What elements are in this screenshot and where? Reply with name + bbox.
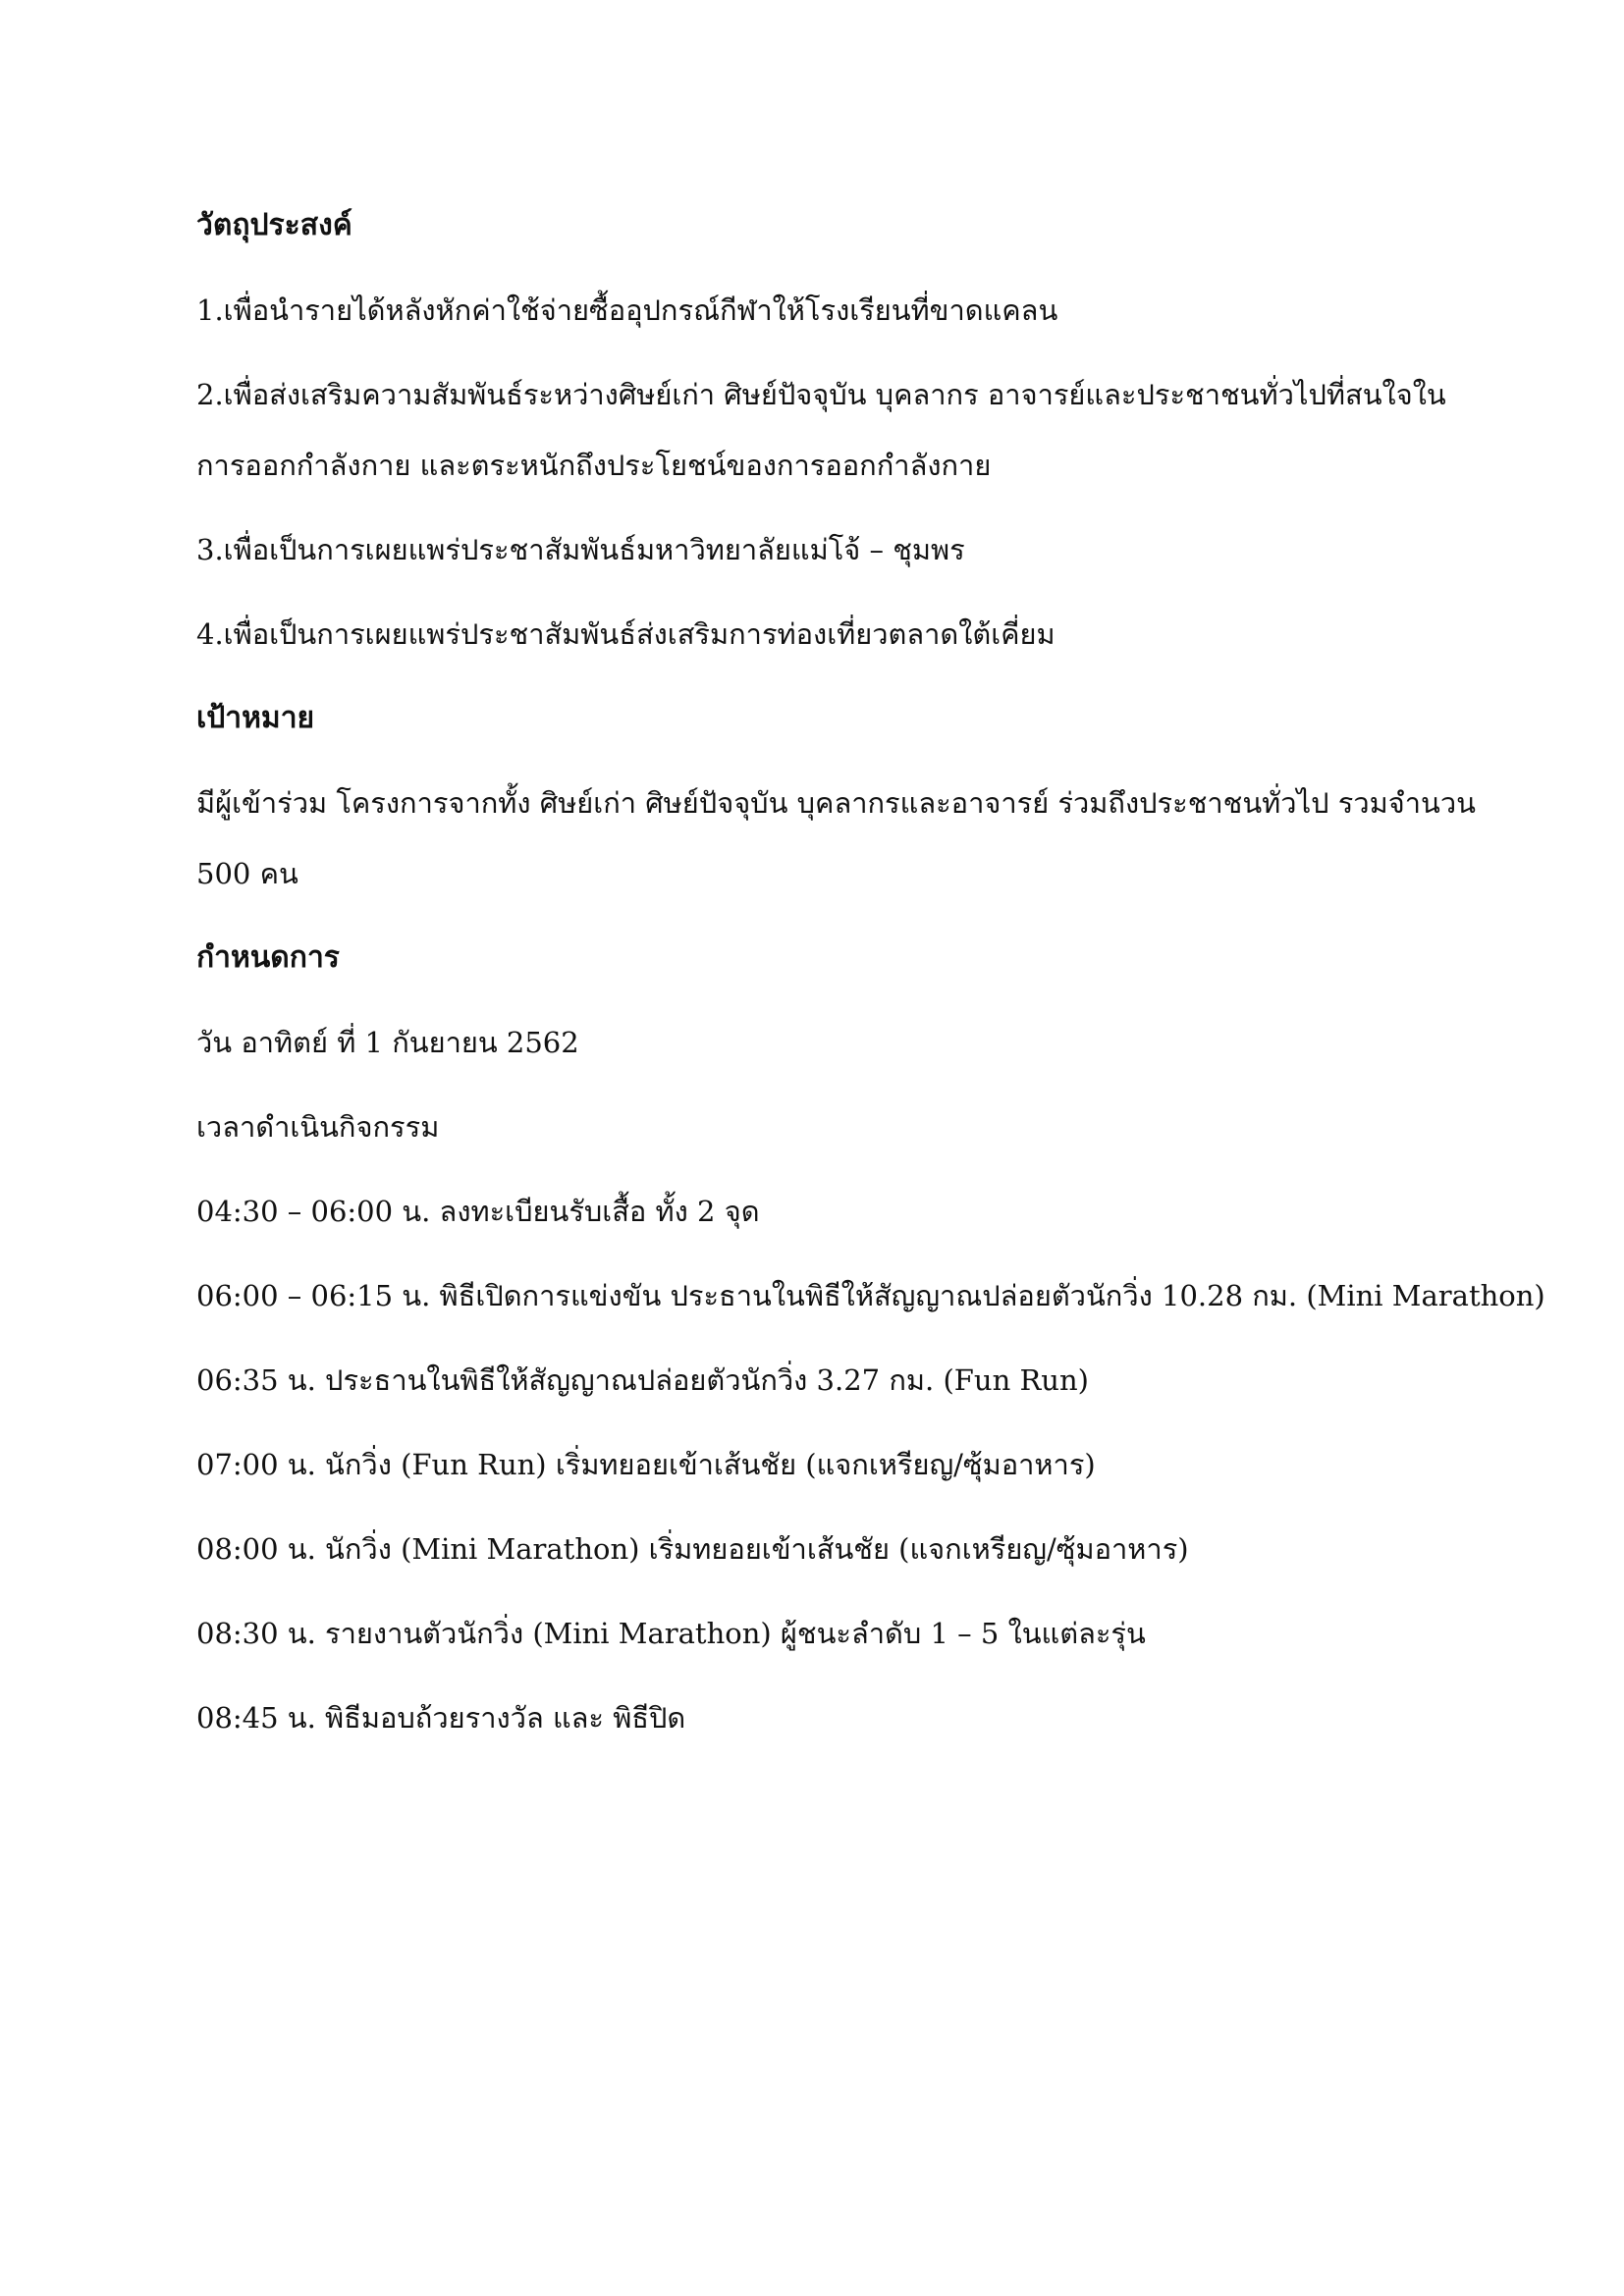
objective-item-2-line-1: 2.เพื่อส่งเสริมความสัมพันธ์ระหว่างศิษย์เก่า ศิษย์ปัจจุบัน บุคลากร อาจารย์และประชาชนทั่วไปที่สนใจใน [196,378,1446,411]
schedule-item-1: 04:30 – 06:00 น. ลงทะเบียนรับเสื้อ ทั้ง 2 จุด [196,1195,760,1228]
objective-item-3: 3.เพื่อเป็นการเผยแพร่ประชาสัมพันธ์มหาวิทยาลัยแม่โจ้ – ชุมพร [196,533,965,566]
target-line-1: มีผู้เข้าร่วม โครงการจากทั้ง ศิษย์เก่า ศิษย์ปัจจุบัน บุคลากรและอาจารย์ ร่วมถึงประชาชนทั่วไป รวมจำนวน [196,786,1476,820]
target-heading: เป้าหมาย [196,701,315,735]
schedule-item-7: 08:45 น. พิธีมอบถ้วยรางวัล และ พิธีปิด [196,1701,686,1735]
objective-item-4: 4.เพื่อเป็นการเผยแพร่ประชาสัมพันธ์ส่งเสริมการท่องเที่ยวตลาดใต้เคี่ยม [196,617,1056,651]
objective-item-2-line-2: การออกกำลังกาย และตระหนักถึงประโยชน์ของการออกกำลังกาย [196,449,992,482]
schedule-item-6: 08:30 น. รายงานตัวนักวิ่ง (Mini Marathon) ผู้ชนะลำดับ 1 – 5 ในแต่ละรุ่น [196,1617,1146,1650]
document-content [196,201,1545,1778]
schedule-item-3: 06:35 น. ประธานในพิธีให้สัญญาณปล่อยตัวนักวิ่ง 3.27 กม. (Fun Run) [196,1363,1089,1397]
target-line-2: 500 คน [196,857,298,890]
schedule-date: วัน อาทิตย์ ที่ 1 กันยายน 2562 [196,1026,579,1059]
schedule-heading: กำหนดการ [196,940,340,975]
schedule-activity-label: เวลาดำเนินกิจกรรม [196,1110,440,1144]
schedule-item-2: 06:00 – 06:15 น. พิธีเปิดการแข่งขัน ประธานในพิธีให้สัญญาณปล่อยตัวนักวิ่ง 10.28 กม. (Mini Marathon) [196,1279,1545,1312]
objectives-heading: วัตถุประสงค์ [196,208,352,242]
objective-item-1: 1.เพื่อนำรายได้หลังหักค่าใช้จ่ายซื้ออุปกรณ์กีฬาให้โรงเรียนที่ขาดแคลน [196,294,1058,327]
schedule-item-5: 08:00 น. นักวิ่ง (Mini Marathon) เริ่มทยอยเข้าเส้นชัย (แจกเหรียญ/ซุ้มอาหาร) [196,1532,1189,1566]
schedule-item-4: 07:00 น. นักวิ่ง (Fun Run) เริ่มทยอยเข้าเส้นชัย (แจกเหรียญ/ซุ้มอาหาร) [196,1448,1096,1481]
